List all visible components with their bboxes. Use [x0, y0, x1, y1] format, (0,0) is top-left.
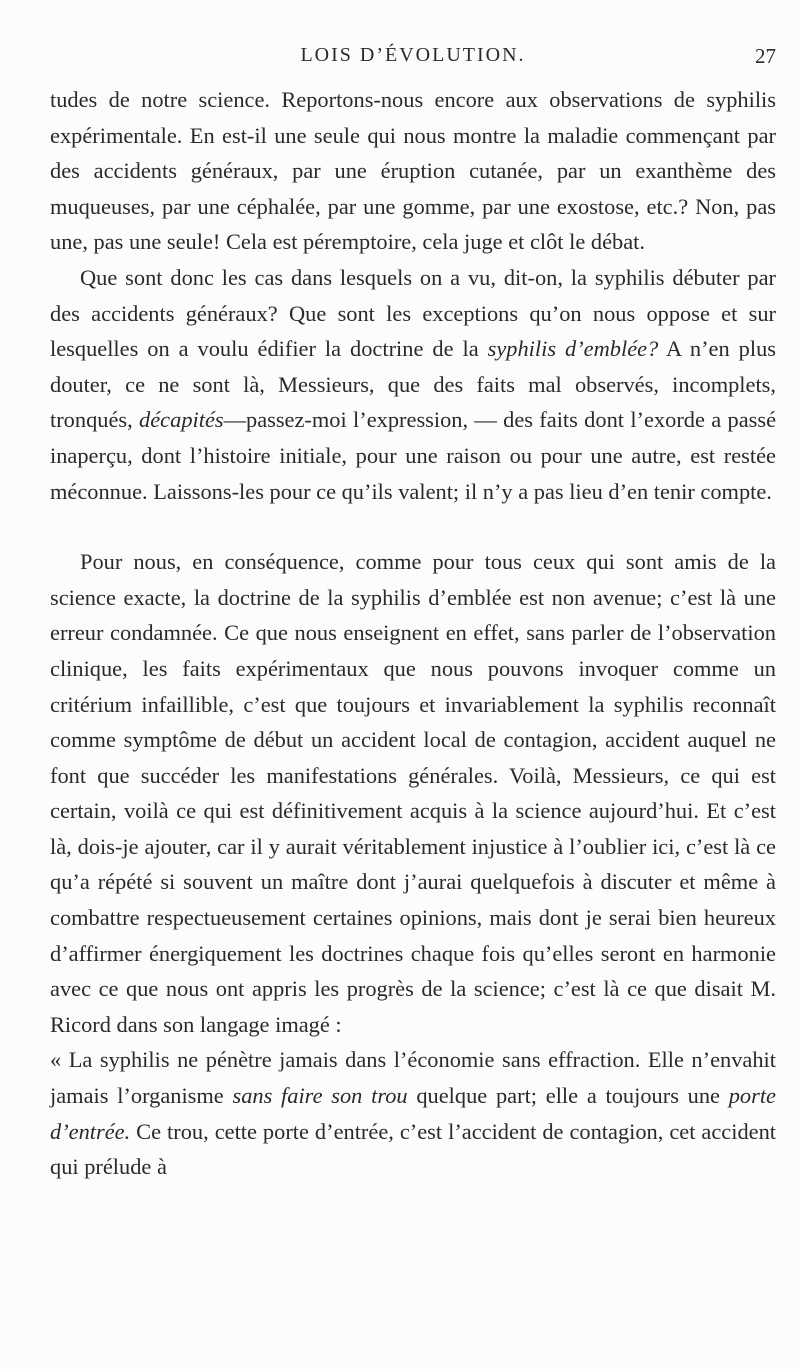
body-text: [50, 82, 776, 1185]
paragraph-3: [50, 544, 776, 1042]
paragraph-1: [50, 82, 776, 260]
text-segment: quelque part; elle a toujours une: [407, 1083, 729, 1109]
text-segment: « La syphilis ne pénètre jamais dans l’économie sans effraction. Elle n’envahit jamais l’organisme: [50, 1047, 776, 1109]
text-segment: A n’en plus douter, ce ne sont là, Messieurs, que des faits mal observés, incomplets, tronqués,: [50, 336, 776, 433]
text-segment: Ce trou, cette porte d’entrée, c’est l’accident de contagion, cet accident qui prélude à: [50, 1118, 776, 1180]
italic-phrase: sans faire son trou: [232, 1083, 408, 1109]
italic-phrase: décapités: [139, 407, 224, 433]
running-head: [50, 44, 776, 74]
italic-phrase: porte d’entrée.: [50, 1083, 776, 1144]
text-segment: —passez-moi l’expression, — des faits dont l’exorde a passé inaperçu, dont l’histoire initiale, pour une raison ou pour une autre, est restée méconnue. Laissons-les pour ce qu’ils valent; il n’y a pas lieu d’en tenir compte.: [50, 407, 777, 504]
paragraph-2: [50, 260, 776, 509]
italic-phrase: syphilis d’emblée?: [487, 336, 659, 362]
text-segment: tudes de notre science. Reportons-nous encore aux observations de syphilis expérimentale. En est-il une seule qui nous montre la maladie commençant par des accidents généraux, par une éruption cutanée, par un exanthème des muqueuses, par une céphalée, par une gomme, par une exostose, etc.? Non, pas une, pas une seule! Cela est péremptoire, cela juge et clôt le débat.: [50, 87, 776, 255]
page-number: 27: [755, 44, 776, 68]
quotation-paragraph: [50, 1042, 776, 1184]
text-segment: Pour nous, en conséquence, comme pour tous ceux qui sont amis de la science exacte, la doctrine de la syphilis d’emblée est non avenue; c’est là une erreur condamnée. Ce que nous enseignent en effet, sans parler de l’observation clinique, les faits expérimentaux que nous pouvons invoquer comme un critérium infaillible, c’est que toujours et invariablement la syphilis reconnaît comme symptôme de début un accident local de contagion, accident auquel ne font que succéder les manifestations générales. Voilà, Messieurs, ce qui est certain, voilà ce qui est définitivement acquis à la science aujourd’hui. Et c’est là, dois-je ajouter, car il y aurait véritablement injustice à l’oublier ici, c’est là ce qu’a répété si souvent un maître dont j’aurai quelquefois à discuter et même à combattre respectueusement certaines opinions, mais dont je serai bien heureux d’affirmer énergiquement les doctrines chaque fois qu’elles seront en harmonie avec ce que nous ont appris les progrès de la science; c’est là ce que disait M. Ricord dans son langage imagé :: [50, 549, 776, 1037]
text-segment: Que sont donc les cas dans lesquels on a vu, dit-on, la syphilis débuter par des accidents généraux? Que sont les exceptions qu’on nous oppose et sur lesquelles on a voulu édifier la doctrine de la: [50, 264, 776, 362]
running-title: LOIS D’ÉVOLUTION.: [300, 44, 526, 66]
